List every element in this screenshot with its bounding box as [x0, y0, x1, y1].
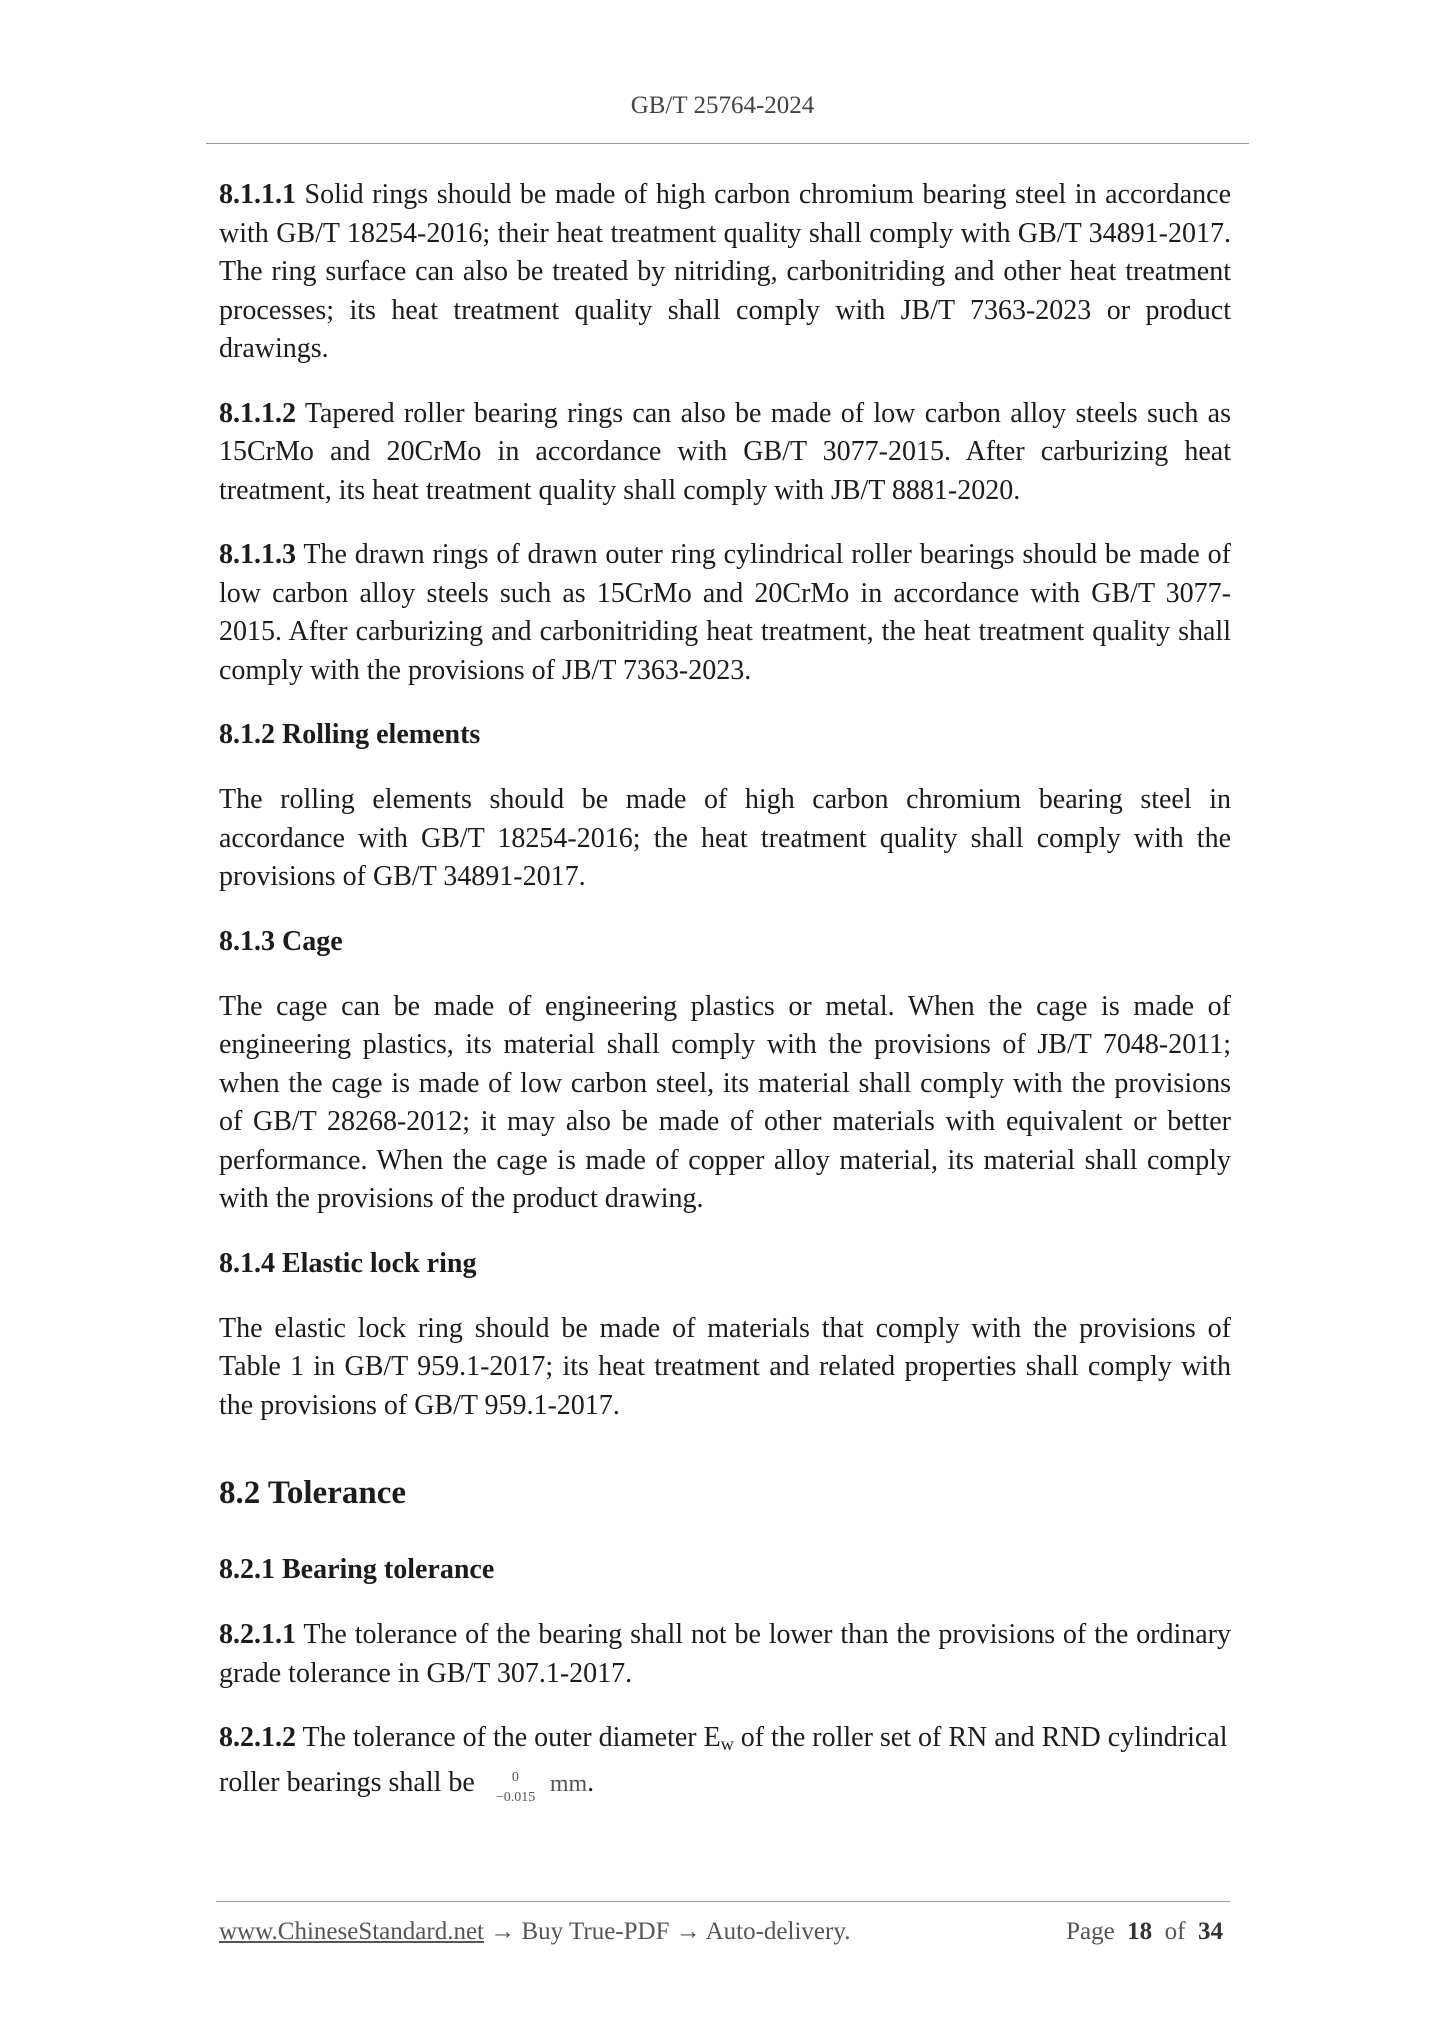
clause-number: 8.1.1.1	[219, 179, 296, 210]
cage-text: The cage can be made of engineering plastics or metal. When the cage is made of engineering plastics, its material shall comply with the provisions of JB/T 7048-2011; when the cage is made of low carbon steel, its material shall comply with the provisions of GB/T 28268-2012; it may also be made of other materials with equivalent or better performance. When the cage is made of copper alloy material, its material shall comply with the provisions of the product drawing.	[219, 990, 1231, 1214]
header-divider	[206, 143, 1249, 144]
tolerance-notation	[486, 1767, 550, 1805]
heading-elastic-lock-ring: 8.1.4 Elastic lock ring	[219, 1247, 477, 1279]
clause-8-1-1-1	[219, 176, 1231, 369]
subscript-w: w	[720, 1734, 734, 1754]
tolerance-unit: mm	[549, 1770, 588, 1797]
page-label: Page	[1066, 1918, 1115, 1945]
heading-bearing-tolerance: 8.2.1 Bearing tolerance	[219, 1554, 495, 1585]
clause-end: .	[587, 1766, 595, 1798]
clause-number: 8.1.1.3	[219, 539, 296, 570]
page-number: 18	[1127, 1918, 1153, 1945]
page-footer	[219, 1918, 1231, 1954]
elastic-lock-ring-text: The elastic lock ring should be made of materials that comply with the provisions of Table 1 in GB/T 959.1-2017; its heat treatment and related properties shall comply with the provisions of GB/T 959.1-2017.	[219, 1312, 1231, 1421]
page-indicator	[1066, 1918, 1223, 1946]
clause-text: Solid rings should be made of high carbon chromium bearing steel in accordance with GB/T 18254-2016; their heat treatment quality shall comply with GB/T 34891-2017. The ring surface can also be treated by nitriding, carbonitriding and other heat treatment processes; its heat treatment quality shall comply with JB/T 7363-2023 or product drawings.	[219, 179, 1231, 364]
of-label: of	[1164, 1918, 1186, 1945]
clause-number: 8.2.1.1	[219, 1619, 296, 1650]
heading-tolerance: 8.2 Tolerance	[219, 1475, 406, 1511]
rolling-elements-text: The rolling elements should be made of high carbon chromium bearing steel in accordance with GB/T 18254-2016; the heat treatment quality shall comply with the provisions of GB/T 34891-2017.	[219, 784, 1231, 892]
clause-number: 8.2.1.2	[219, 1722, 296, 1753]
clause-text: The tolerance of the bearing shall not be lower than the provisions of the ordinary grade tolerance in GB/T 307.1-2017.	[219, 1619, 1231, 1689]
page-total: 34	[1198, 1918, 1223, 1945]
clause-8-2-1-1	[219, 1616, 1231, 1693]
heading-rolling-elements: 8.1.2 Rolling elements	[219, 719, 481, 750]
clause-8-2-1-2	[219, 1719, 1231, 1803]
heading-cage: 8.1.3 Cage	[219, 925, 343, 957]
footer-divider	[216, 1901, 1230, 1902]
clause-8-1-1-2	[219, 395, 1231, 511]
tolerance-lower: −0.015	[495, 1789, 536, 1805]
document-id: GB/T 25764-2024	[630, 92, 815, 119]
clause-text-b: of the roller set of RN and RND cylindrical roller bearings shall be	[219, 1722, 1228, 1798]
clause-number: 8.1.1.2	[219, 397, 296, 429]
tolerance-upper: 0	[511, 1769, 519, 1785]
page-content	[219, 176, 1231, 1829]
clause-text: Tapered roller bearing rings can also be made of low carbon alloy steels such as 15CrMo and 20CrMo in accordance with GB/T 3077-2015. After carburizing heat treatment, its heat treatment quality shall comply with JB/T 8881-2020.	[219, 397, 1231, 506]
footer-promo	[219, 1918, 850, 1946]
clause-8-1-1-3	[219, 536, 1231, 690]
promo-text: → Buy True-PDF → Auto-delivery.	[484, 1918, 851, 1945]
clause-text-a: The tolerance of the outer diameter E	[296, 1722, 721, 1753]
clause-text: The drawn rings of drawn outer ring cylindrical roller bearings should be made of low carbon alloy steels such as 15CrMo and 20CrMo in accordance with GB/T 3077-2015. After carburizing and carbonitriding heat treatment, the heat treatment quality shall comply with the provisions of JB/T 7363-2023.	[219, 539, 1231, 686]
site-link[interactable]: www.ChineseStandard.net	[219, 1918, 484, 1945]
